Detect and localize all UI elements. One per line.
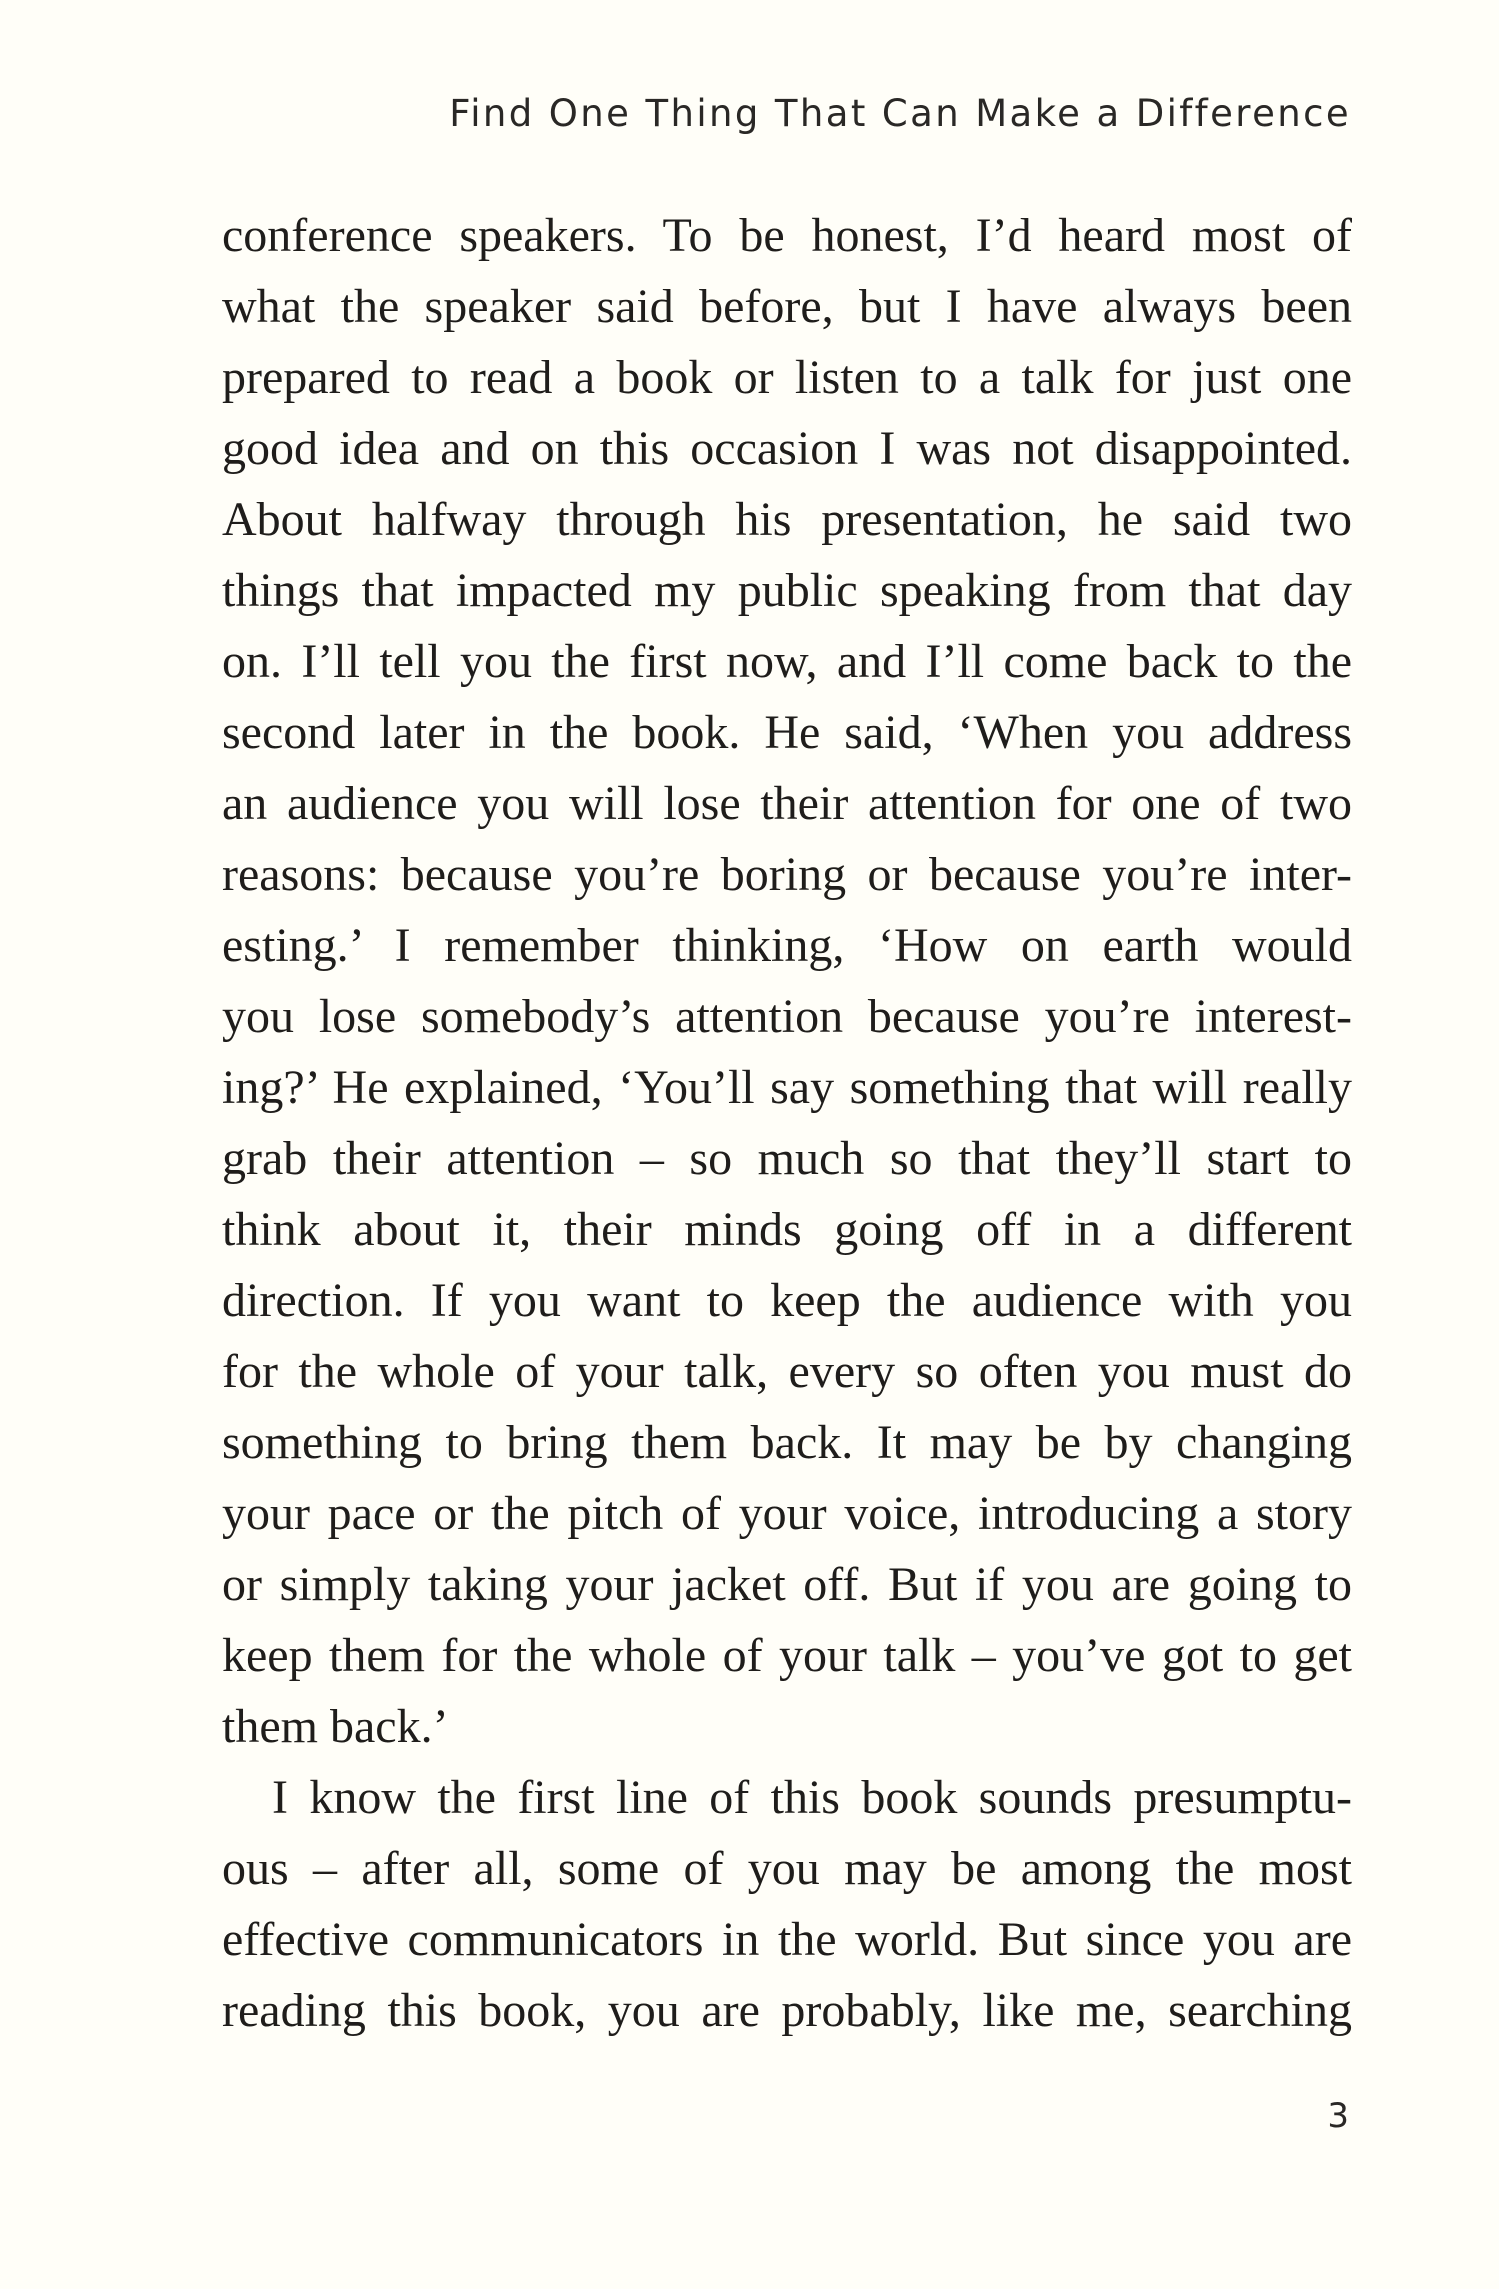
text-line: or simply taking your jacket off. But if you are going to (222, 1558, 1352, 1611)
text-line: I know the first line of this book sounds presumptu- (272, 1771, 1352, 1824)
text-line: an audience you will lose their attention for one of two (222, 777, 1352, 830)
text-line: About halfway through his presentation, he said two (222, 493, 1352, 546)
text-line: good idea and on this occasion I was not disappointed. (222, 422, 1352, 475)
text-line: ing?’ He explained, ‘You’ll say something that will really (222, 1061, 1352, 1114)
running-head: Find One Thing That Can Make a Difference (449, 92, 1351, 135)
text-line: direction. If you want to keep the audience with you (222, 1274, 1352, 1327)
text-line: them back.’ (222, 1700, 449, 1753)
page-number: 3 (1327, 2096, 1349, 2136)
text-line: grab their attention – so much so that they’ll start to (222, 1132, 1352, 1185)
text-line: things that impacted my public speaking from that day (222, 564, 1352, 617)
text-line: what the speaker said before, but I have always been (222, 280, 1352, 333)
text-line: prepared to read a book or listen to a talk for just one (222, 351, 1352, 404)
text-line: your pace or the pitch of your voice, introducing a story (222, 1487, 1352, 1540)
text-line: second later in the book. He said, ‘When you address (222, 706, 1352, 759)
text-line: think about it, their minds going off in a different (222, 1203, 1352, 1256)
text-line: conference speakers. To be honest, I’d heard most of (222, 209, 1352, 262)
text-line: something to bring them back. It may be by changing (222, 1416, 1352, 1469)
text-line: reading this book, you are probably, like me, searching (222, 1984, 1352, 2037)
text-line: keep them for the whole of your talk – you’ve got to get (222, 1629, 1352, 1682)
body-text (222, 200, 1352, 2046)
text-line: esting.’ I remember thinking, ‘How on earth would (222, 919, 1352, 972)
text-line: reasons: because you’re boring or because you’re inter- (222, 848, 1352, 901)
text-line: ous – after all, some of you may be among the most (222, 1842, 1352, 1895)
text-line: effective communicators in the world. But since you are (222, 1913, 1352, 1966)
text-line: on. I’ll tell you the first now, and I’ll come back to the (222, 635, 1352, 688)
text-line: for the whole of your talk, every so often you must do (222, 1345, 1352, 1398)
text-line: you lose somebody’s attention because you’re interest- (222, 990, 1352, 1043)
paragraph (222, 200, 1352, 1762)
paragraph (222, 1762, 1352, 2046)
